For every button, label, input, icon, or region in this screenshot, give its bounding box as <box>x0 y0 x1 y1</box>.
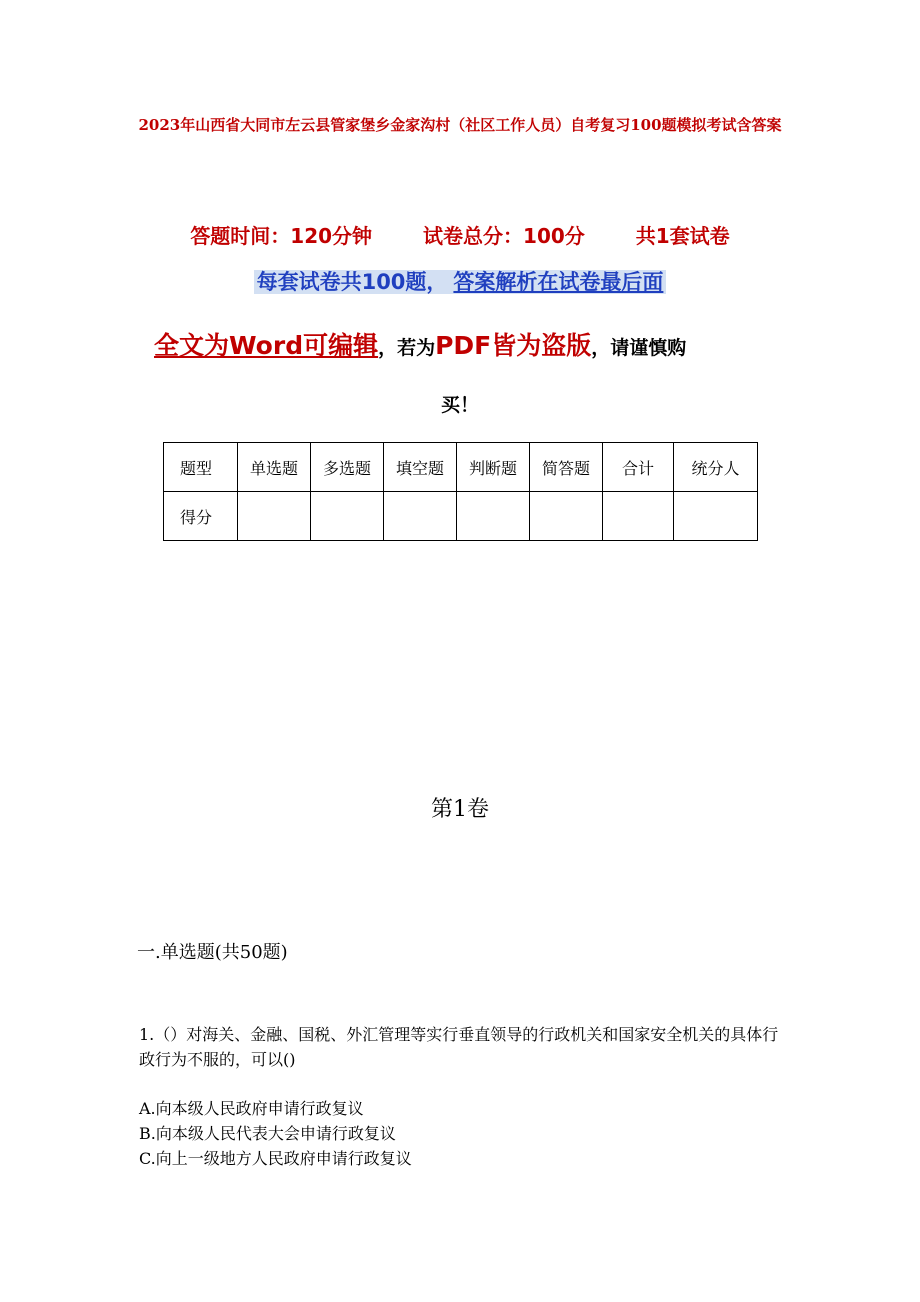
warning-line-end: 买！ <box>440 394 479 416</box>
option-b: B.向本级人民代表大会申请行政复议 <box>139 1124 396 1143</box>
table-header-cell: 题型 <box>164 443 238 492</box>
option-a: A.向本级人民政府申请行政复议 <box>139 1099 364 1118</box>
table-header-cell: 多选题 <box>311 443 384 492</box>
score-table-header-row <box>164 443 758 492</box>
score-table <box>163 442 758 541</box>
exam-set-count: 共1套试卷 <box>635 224 730 248</box>
table-header-cell: 判断题 <box>457 443 530 492</box>
table-row-label: 得分 <box>164 492 238 541</box>
exam-info-line <box>0 220 920 249</box>
table-header-cell: 简答题 <box>530 443 603 492</box>
table-header-cell: 统分人 <box>674 443 758 492</box>
score-cell <box>603 492 674 541</box>
warning-joiner: ，若为 <box>378 337 436 359</box>
score-cell <box>457 492 530 541</box>
notice-answer-location: 答案解析在试卷最后面 <box>450 270 666 294</box>
table-header-cell: 合计 <box>603 443 674 492</box>
score-cell <box>530 492 603 541</box>
volume-heading: 第1卷 <box>431 797 489 822</box>
notice-line <box>0 266 920 296</box>
warning-editable: 全文为Word可编辑 <box>154 331 379 360</box>
table-header-cell: 单选题 <box>238 443 311 492</box>
warning-caution: ，请谨慎购 <box>591 337 687 359</box>
document-title: 2023年山西省大同市左云县管家堡乡金家沟村（社区工作人员）自考复习100题模拟考试含答案 <box>138 116 782 134</box>
exam-total-score: 试卷总分：100分 <box>423 224 585 248</box>
score-cell <box>311 492 384 541</box>
notice-question-count: 每套试卷共100题， <box>254 270 451 294</box>
score-cell <box>238 492 311 541</box>
section-heading: 一.单选题(共50题) <box>137 942 288 963</box>
question-text: 1.（）对海关、金融、国税、外汇管理等实行垂直领导的行政机关和国家安全机关的具体行政行为不服的，可以() <box>139 1025 779 1069</box>
option-c: C.向上一级地方人民政府申请行政复议 <box>139 1149 412 1168</box>
warning-pdf: PDF皆为盗版 <box>435 331 592 360</box>
table-header-cell: 填空题 <box>384 443 457 492</box>
score-table-score-row <box>164 492 758 541</box>
score-cell <box>384 492 457 541</box>
exam-time: 答题时间：120分钟 <box>190 224 373 248</box>
question-options <box>139 1096 789 1171</box>
warning-line <box>154 326 794 362</box>
score-cell <box>674 492 758 541</box>
